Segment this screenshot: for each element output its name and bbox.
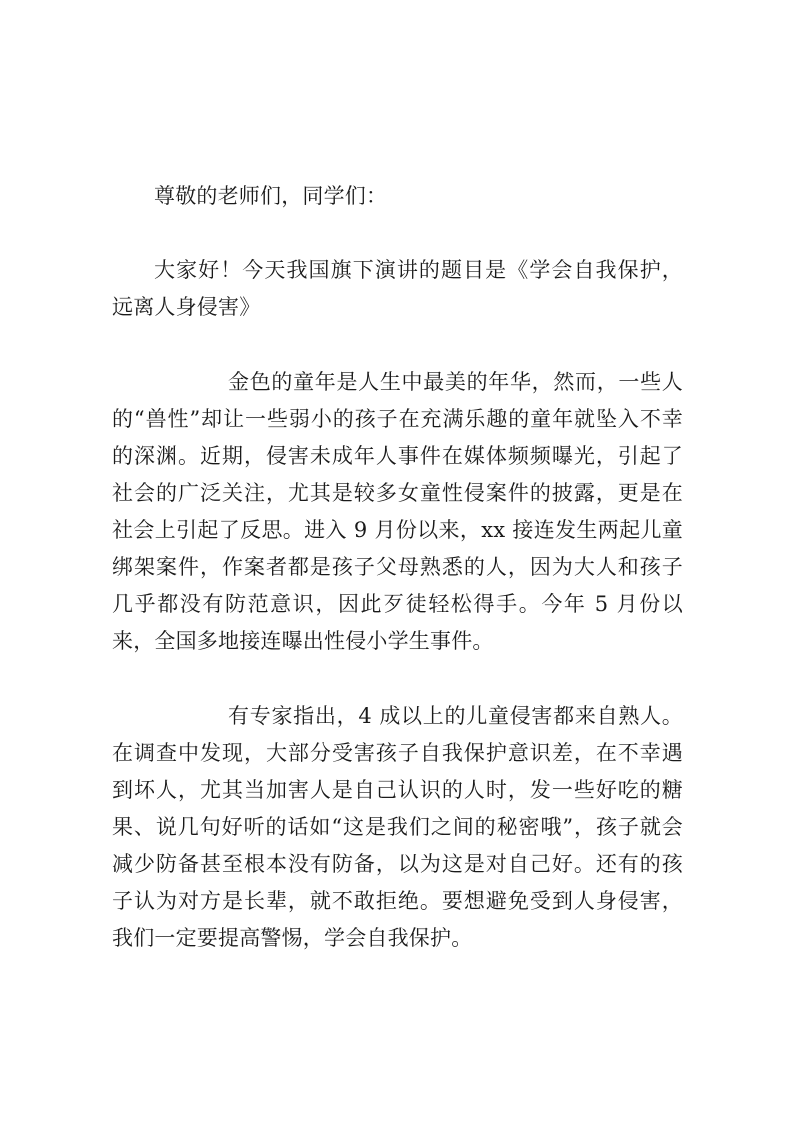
document-body [112, 178, 683, 957]
paragraph-body-2: 有专家指出，4 成以上的儿童侵害都来自熟人。在调查中发现，大部分受害孩子自我保护意识差，在不幸遇到坏人，尤其当加害人是自己认识的人时，发一些好吃的糖果、说几句好听的话如“这是我们之间的秘密哦”，孩子就会减少防备甚至根本没有防备，以为这是对自己好。还有的孩子认为对方是长辈，就不敢拒绝。要想避免受到人身侵害，我们一定要提高警惕，学会自我保护。 [112, 704, 683, 950]
paragraph-salutation: 尊敬的老师们，同学们： [154, 184, 388, 208]
paragraph-spacer [112, 326, 683, 364]
paragraph-spacer [112, 215, 683, 252]
paragraph-body-1: 金色的童年是人生中最美的年华，然而，一些人的“兽性”却让一些弱小的孩子在充满乐趣的童年就坠入不幸的深渊。近期，侵害未成年人事件在媒体频频曝光，引起了社会的广泛关注，尤其是较多女童性侵案件的披露，更是在社会上引起了反思。进入 9 月份以来，xx 接连发生两起儿童绑架案件，作案者都是孩子父母熟悉的人，因为大人和孩子几乎都没有防范意识，因此歹徒轻松得手。今年 5 月份以来，全国多地接连曝出性侵小学生事件。 [112, 370, 683, 653]
paragraph-spacer [112, 660, 683, 698]
paragraph-greeting-title: 大家好！今天我国旗下演讲的题目是《学会自我保护，远离人身侵害》 [112, 258, 683, 319]
